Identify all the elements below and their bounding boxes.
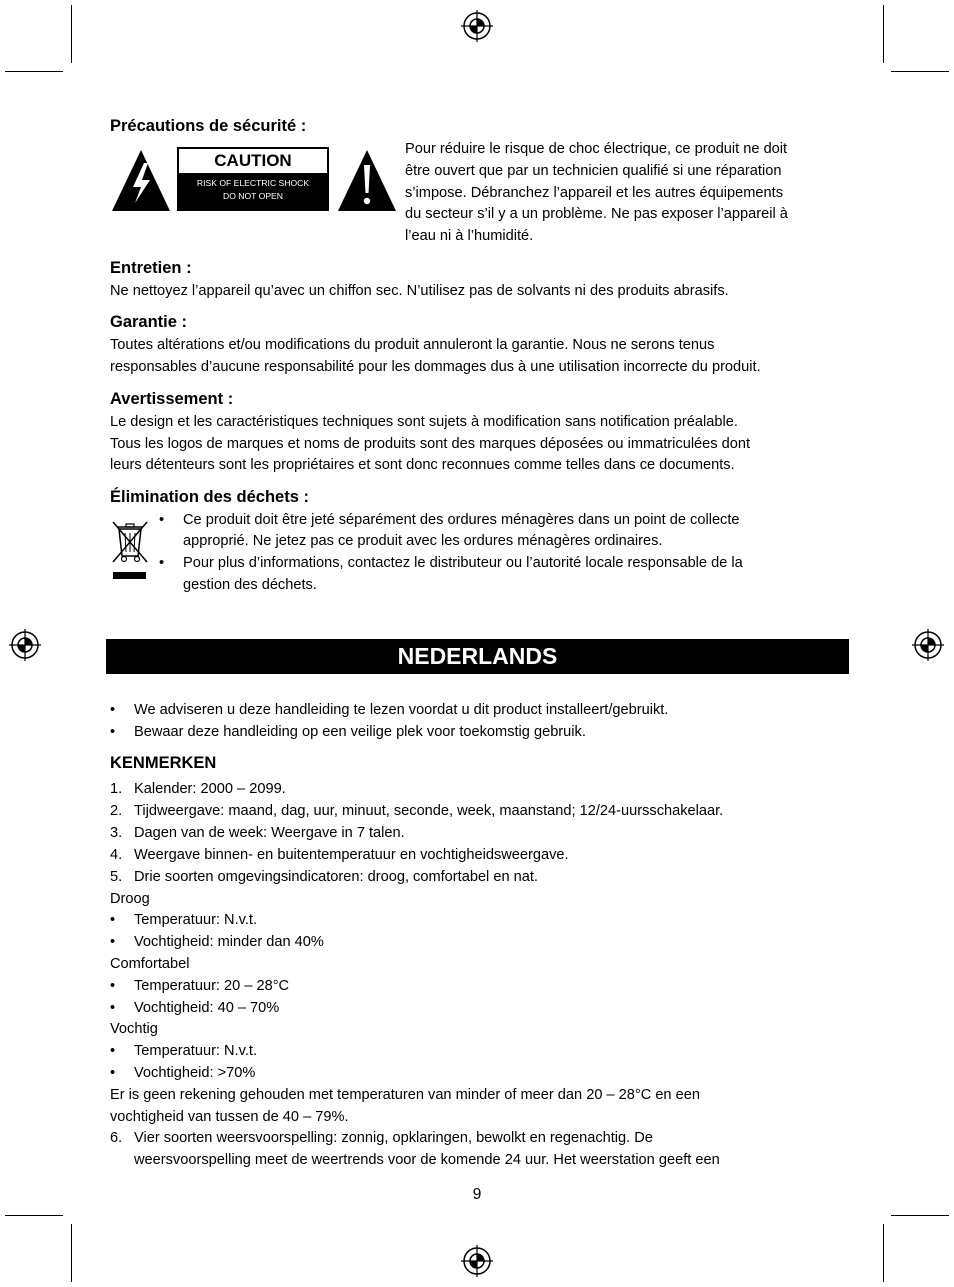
- list-number: 6.: [110, 1130, 123, 1146]
- avertissement-text: Tous les logos de marques et noms de produits sont des marques déposées ou immatriculées dont: [110, 436, 751, 452]
- indicator-item: Temperatuur: N.v.t.: [134, 1043, 258, 1059]
- avertissement-text: Le design et les caractéristiques techniques sont sujets à modification sans notification préalable.: [110, 414, 738, 430]
- feature-item: Vier soorten weersvoorspelling: zonnig, opklaringen, bewolkt en regenachtig. De: [134, 1130, 653, 1146]
- elimination-item: gestion des déchets.: [183, 577, 317, 593]
- list-number: 1.: [110, 781, 123, 797]
- indicator-item: Vochtigheid: >70%: [134, 1065, 256, 1081]
- safety-text-line: s’impose. Débranchez l’appareil et les autres équipements: [405, 185, 784, 201]
- indicator-note: Er is geen rekening gehouden met temperaturen van minder of meer dan 20 – 28°C en een: [110, 1087, 700, 1103]
- elimination-item: Pour plus d’informations, contactez le distributeur ou l’autorité locale responsable de la: [183, 555, 743, 571]
- elimination-item: Ce produit doit être jeté séparément des ordures ménagères dans un point de collecte: [183, 512, 740, 528]
- page-number: 9: [472, 1186, 482, 1203]
- list-number: 5.: [110, 869, 123, 885]
- crop-mark: [891, 1215, 949, 1216]
- bullet: •: [110, 724, 116, 740]
- bullet: •: [110, 934, 116, 950]
- bullet: •: [110, 978, 116, 994]
- caution-label: [177, 147, 329, 211]
- avertissement-text: leurs détenteurs sont les propriétaires et sont donc reconnues comme telles dans ce documents.: [110, 457, 735, 473]
- list-number: 2.: [110, 803, 123, 819]
- intro-item: We adviseren u deze handleiding te lezen voordat u dit product installeert/gebruikt.: [134, 702, 669, 718]
- bullet: •: [110, 912, 116, 928]
- safety-text-line: Pour réduire le risque de choc électrique, ce produit ne doit: [405, 141, 788, 157]
- garantie-heading: Garantie :: [110, 313, 188, 331]
- indicator-label-vochtig: Vochtig: [110, 1021, 158, 1037]
- garantie-text: Toutes altérations et/ou modifications du produit annuleront la garantie. Nous ne serons tenus: [110, 337, 715, 353]
- registration-mark-icon: [461, 1245, 493, 1277]
- entretien-text: Ne nettoyez l’appareil qu’avec un chiffon sec. N’utilisez pas de solvants ni des produits abrasifs.: [110, 283, 729, 299]
- crop-mark: [5, 1215, 63, 1216]
- feature-item: Weergave binnen- en buitentemperatuur en vochtigheidsweergave.: [134, 847, 569, 863]
- crop-mark: [5, 71, 63, 72]
- kenmerken-heading: KENMERKEN: [110, 754, 217, 772]
- indicator-item: Temperatuur: 20 – 28°C: [134, 978, 290, 994]
- indicator-item: Vochtigheid: 40 – 70%: [134, 1000, 280, 1016]
- garantie-text: responsables d’aucune responsabilité pour les dommages dus à une utilisation incorrecte du produit.: [110, 359, 761, 375]
- exclamation-warning-icon: [336, 148, 398, 213]
- intro-item: Bewaar deze handleiding op een veilige plek voor toekomstig gebruik.: [134, 724, 586, 740]
- indicator-label-droog: Droog: [110, 891, 150, 907]
- elimination-item: approprié. Ne jetez pas ce produit avec les ordures ménagères ordinaires.: [183, 533, 663, 549]
- bullet: •: [159, 555, 165, 571]
- feature-item: Drie soorten omgevingsindicatoren: droog, comfortabel en nat.: [134, 869, 538, 885]
- indicator-item: Vochtigheid: minder dan 40%: [134, 934, 324, 950]
- feature-item: Dagen van de week: Weergave in 7 talen.: [134, 825, 405, 841]
- bullet: •: [110, 1065, 116, 1081]
- registration-mark-icon: [9, 629, 41, 661]
- avertissement-heading: Avertissement :: [110, 390, 234, 408]
- caution-subtext: RISK OF ELECTRIC SHOCK DO NOT OPEN: [196, 178, 310, 201]
- list-number: 4.: [110, 847, 123, 863]
- crop-mark: [883, 5, 884, 63]
- electric-shock-warning-icon: [110, 148, 172, 213]
- entretien-heading: Entretien :: [110, 259, 192, 277]
- elimination-heading: Élimination des déchets :: [110, 488, 309, 506]
- crossed-out-wheelie-bin-icon: [110, 518, 150, 582]
- feature-item: Tijdweergave: maand, dag, uur, minuut, seconde, week, maanstand; 12/24-uursschakelaar.: [134, 803, 724, 819]
- crop-mark: [883, 1224, 884, 1282]
- safety-text-line: du secteur s’il y a un problème. Ne pas exposer l’appareil à: [405, 206, 788, 222]
- bullet: •: [110, 1000, 116, 1016]
- bullet: •: [110, 1043, 116, 1059]
- feature-item: Kalender: 2000 – 2099.: [134, 781, 286, 797]
- list-number: 3.: [110, 825, 123, 841]
- indicator-note: vochtigheid van tussen de 40 – 79%.: [110, 1109, 349, 1125]
- bullet: •: [110, 702, 116, 718]
- crop-mark: [891, 71, 949, 72]
- registration-mark-icon: [461, 10, 493, 42]
- indicator-label-comfortabel: Comfortabel: [110, 956, 190, 972]
- caution-title: CAUTION: [179, 149, 327, 173]
- safety-text-line: être ouvert que par un technicien qualifié si une réparation: [405, 163, 782, 179]
- registration-mark-icon: [912, 629, 944, 661]
- indicator-item: Temperatuur: N.v.t.: [134, 912, 258, 928]
- safety-heading: Précautions de sécurité :: [110, 117, 307, 135]
- section-title-banner: NEDERLANDS: [106, 639, 849, 674]
- crop-mark: [71, 1224, 72, 1282]
- safety-text-line: l’eau ni à l’humidité.: [405, 228, 534, 244]
- bullet: •: [159, 512, 165, 528]
- feature-item: weersvoorspelling meet de weertrends voor de komende 24 uur. Het weerstation geeft een: [134, 1152, 720, 1168]
- crop-mark: [71, 5, 72, 63]
